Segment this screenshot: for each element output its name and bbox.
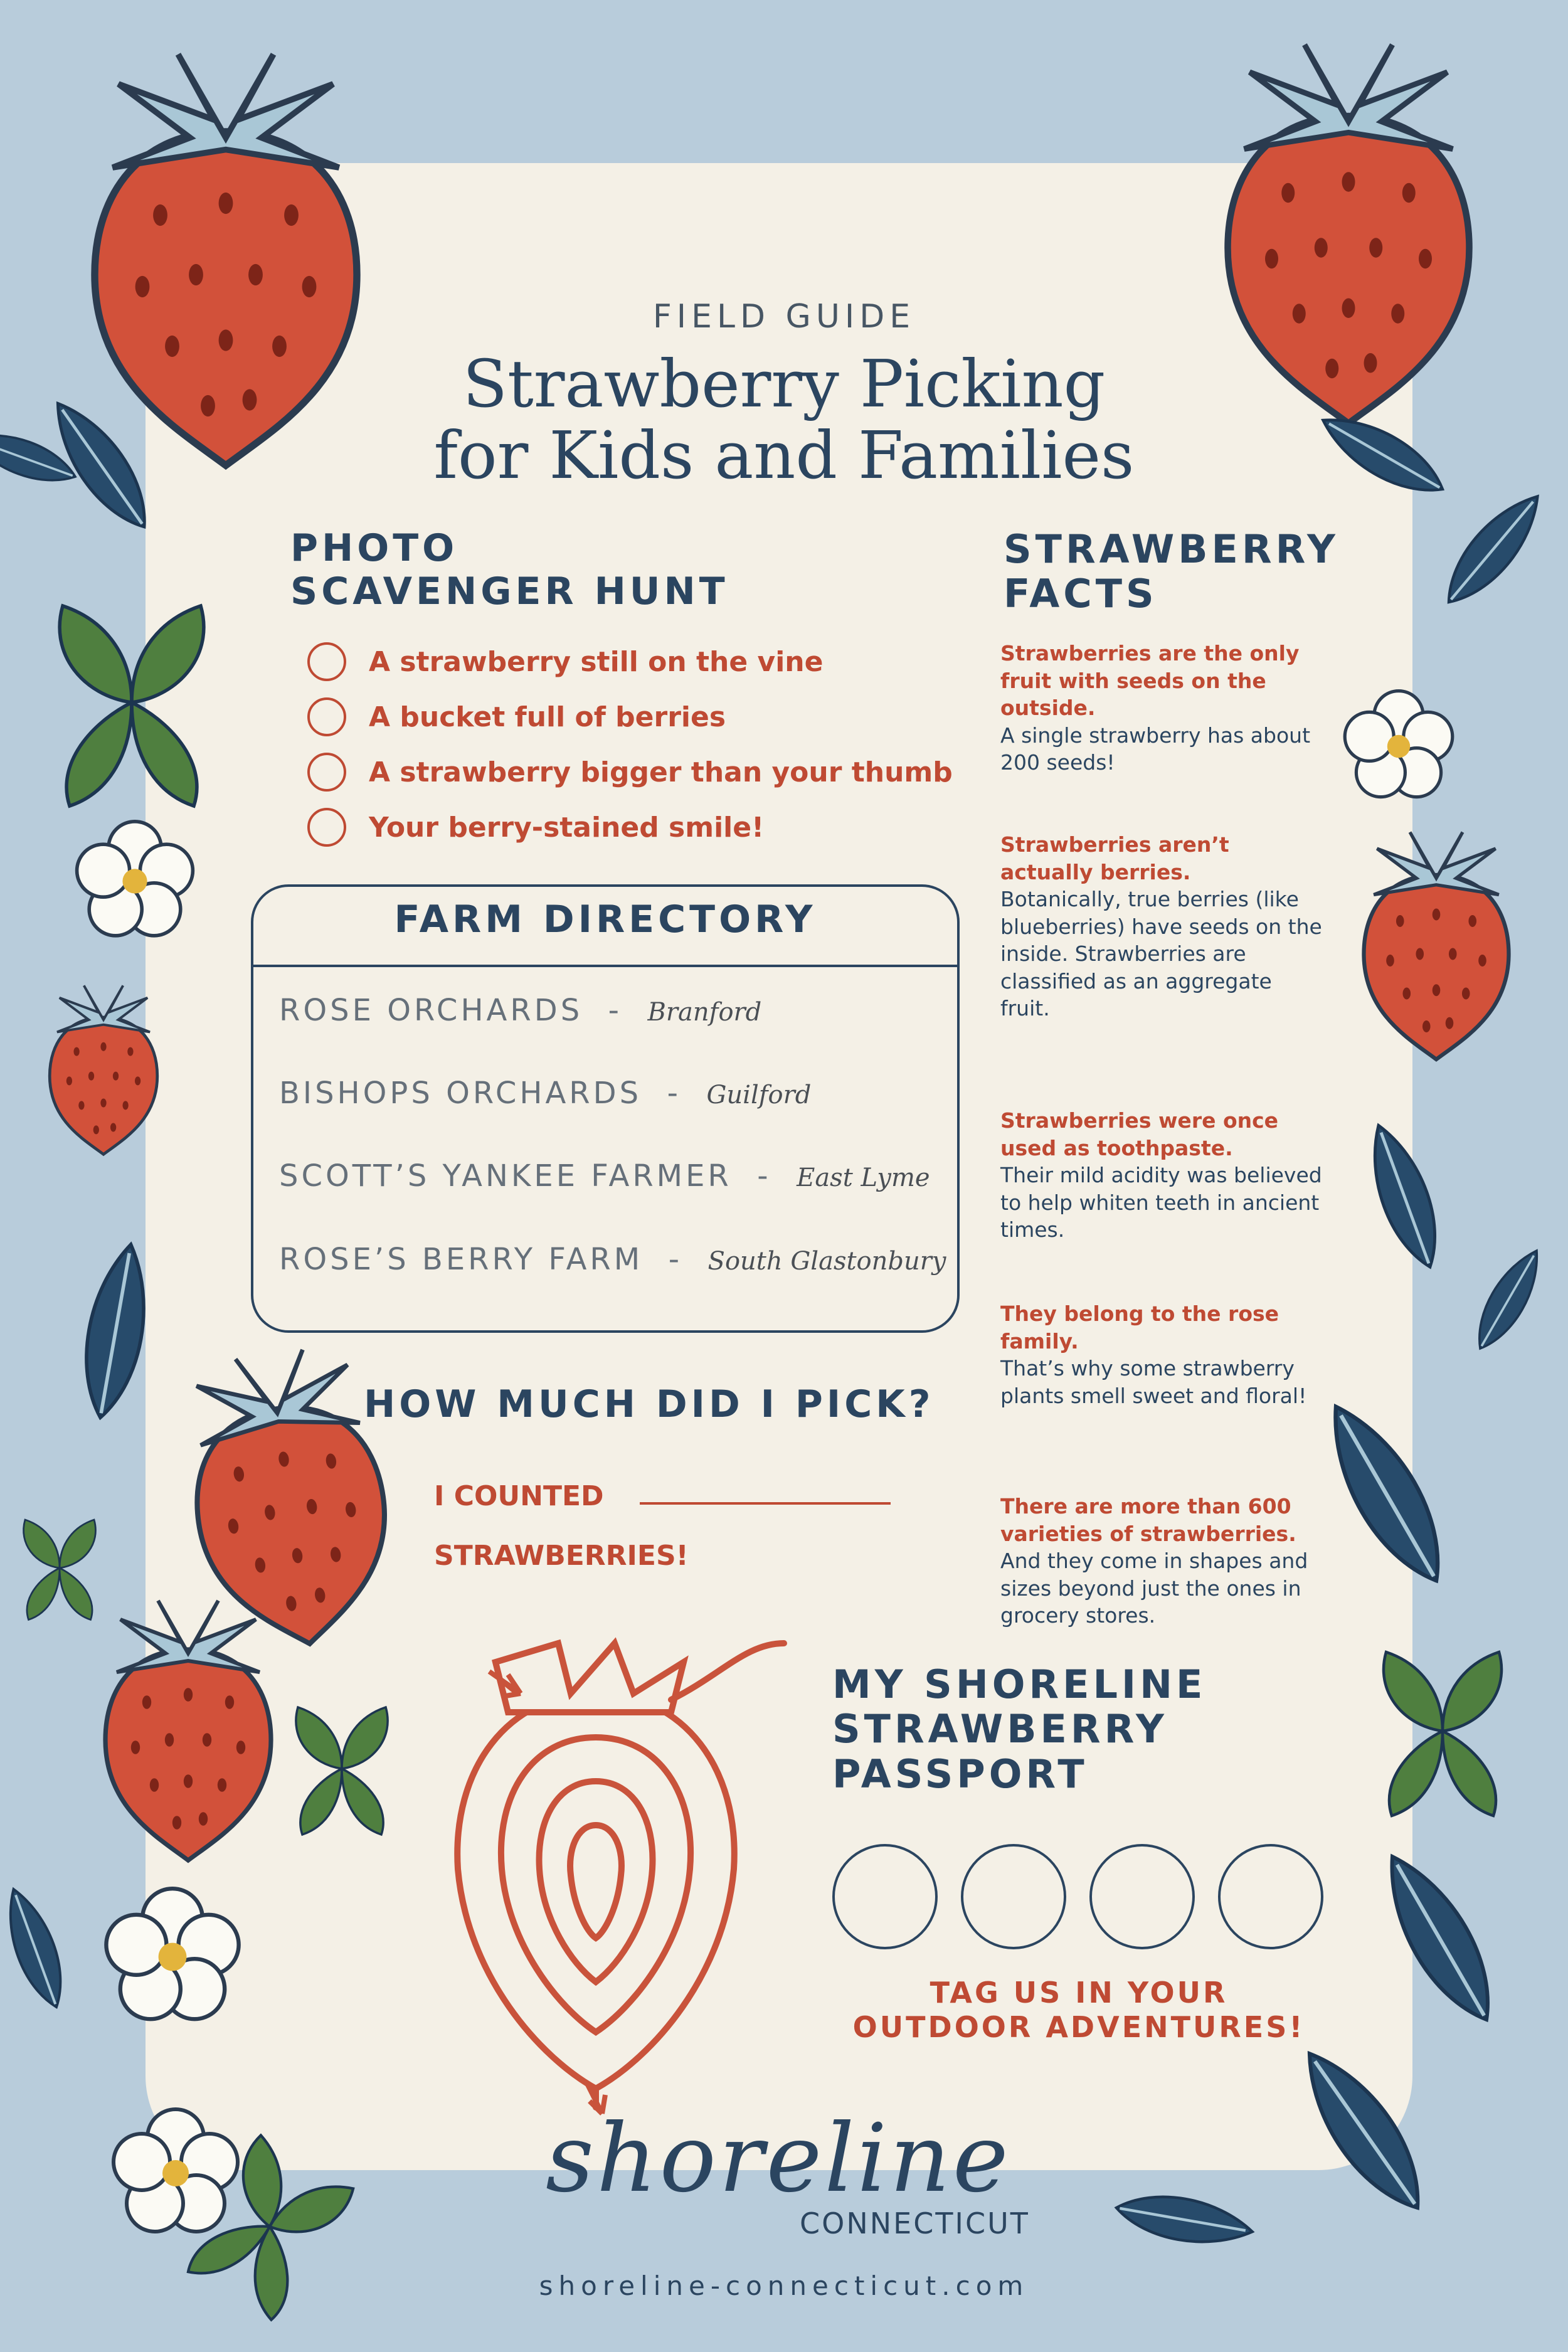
site-url[interactable]: shoreline-connecticut.com	[539, 2270, 1029, 2301]
separator: -	[757, 1158, 771, 1194]
passport-stamp[interactable]	[1089, 1844, 1195, 1949]
farm-name: BISHOPS ORCHARDS	[279, 1076, 642, 1111]
tag-line2: OUTDOOR ADVENTURES!	[852, 2010, 1305, 2045]
leaf-icon	[1113, 2188, 1256, 2252]
basil-icon	[1384, 1652, 1502, 1816]
leaf-icon	[1357, 1118, 1451, 1274]
pick-strawberries-label: STRAWBERRIES!	[434, 1540, 689, 1572]
fact-item	[1000, 831, 1327, 1022]
facts-title-line2: FACTS	[1004, 571, 1158, 617]
blossom-icon	[114, 2109, 238, 2232]
count-input-line[interactable]	[640, 1502, 891, 1505]
blossom-icon	[77, 822, 193, 936]
farm-entry	[279, 993, 761, 1028]
page-title	[0, 348, 1568, 492]
blossom-icon	[106, 1888, 238, 2019]
passport-title-line1: MY SHORELINE	[832, 1661, 1207, 1707]
farm-town: Branford	[647, 998, 762, 1027]
hunt-item-label: A strawberry still on the vine	[369, 645, 824, 678]
fact-heading: Strawberries were once used as toothpaste.	[1000, 1108, 1279, 1160]
passport-stamp[interactable]	[961, 1844, 1066, 1949]
fact-body: Botanically, true berries (like blueberries) have seeds on the inside. Strawberries are classified as an aggregate fruit.	[1000, 887, 1322, 1021]
fact-item	[1000, 1300, 1327, 1409]
directory-divider	[251, 965, 960, 967]
shoreline-logo: shoreline	[546, 2104, 1011, 2213]
leaf-icon	[1368, 1843, 1511, 2034]
leaf-icon	[75, 1240, 157, 1422]
farm-name: ROSE’S BERRY FARM	[279, 1242, 644, 1277]
hunt-item[interactable]	[307, 692, 726, 742]
basil-icon	[60, 606, 204, 806]
leaf-icon	[0, 1883, 74, 2013]
tag-us-text	[809, 1976, 1348, 2045]
farm-entry	[279, 1076, 811, 1111]
hunt-item[interactable]	[307, 802, 764, 852]
leaf-icon	[1466, 1242, 1552, 1357]
kicker: FIELD GUIDE	[652, 298, 916, 336]
fact-body: A single strawberry has about 200 seeds!	[1000, 723, 1311, 775]
checkbox[interactable]	[307, 642, 346, 681]
tag-line1: TAG US IN YOUR	[930, 1976, 1228, 2010]
passport-stamp[interactable]	[1218, 1844, 1323, 1949]
separator: -	[608, 993, 622, 1028]
farm-town: Guilford	[706, 1081, 812, 1110]
pick-title: HOW MUCH DID I PICK?	[364, 1382, 935, 1426]
hunt-item[interactable]	[307, 637, 823, 687]
pick-counted-label: I COUNTED	[434, 1480, 604, 1512]
fact-heading: They belong to the rose family.	[1000, 1301, 1279, 1353]
strawberry-icon	[105, 1601, 271, 1860]
checkbox[interactable]	[307, 697, 346, 736]
hunt-item-label: A bucket full of berries	[369, 701, 726, 733]
facts-title-line1: STRAWBERRY	[1004, 526, 1339, 572]
hunt-item-label: Your berry-stained smile!	[369, 811, 765, 844]
fact-heading: Strawberries are the only fruit with seeds on the outside.	[1000, 641, 1300, 721]
farm-town: East Lyme	[797, 1163, 930, 1192]
hunt-title	[290, 527, 729, 613]
separator: -	[667, 1076, 681, 1111]
farm-entry	[279, 1242, 946, 1277]
blossom-icon	[1345, 691, 1453, 797]
leaf-icon	[1433, 483, 1554, 615]
farm-entry	[279, 1158, 930, 1194]
fact-body: That’s why some strawberry plants smell sweet and floral!	[1000, 1356, 1307, 1408]
fact-item	[1000, 640, 1327, 776]
passport-title	[832, 1662, 1206, 1796]
fact-item	[1000, 1493, 1327, 1629]
fact-item	[1000, 1107, 1327, 1244]
maze-icon	[457, 1643, 784, 2107]
checkbox[interactable]	[307, 808, 346, 847]
fact-heading: There are more than 600 varieties of strawberries.	[1000, 1494, 1296, 1546]
strawberry-icon	[50, 985, 157, 1154]
strawberry-icon	[1364, 832, 1509, 1059]
directory-title: FARM DIRECTORY	[394, 898, 817, 941]
fact-heading: Strawberries aren’t actually berries.	[1000, 832, 1229, 884]
fact-body: And they come in shapes and sizes beyond just the ones in grocery stores.	[1000, 1549, 1308, 1628]
farm-town: South Glastonbury	[707, 1247, 946, 1276]
leaf-icon	[1286, 2037, 1441, 2223]
hunt-title-line1: PHOTO	[290, 526, 458, 570]
farm-name: SCOTT’S YANKEE FARMER	[279, 1158, 732, 1194]
separator: -	[668, 1242, 683, 1277]
farm-name: ROSE ORCHARDS	[279, 993, 583, 1028]
logo-subtitle: CONNECTICUT	[800, 2206, 1030, 2240]
hunt-title-line2: SCAVENGER HUNT	[290, 569, 729, 613]
passport-title-line2: STRAWBERRY	[832, 1706, 1168, 1752]
hunt-item-label: A strawberry bigger than your thumb	[369, 756, 953, 788]
page-title-line1: Strawberry Picking	[462, 346, 1106, 422]
checkbox[interactable]	[307, 753, 346, 792]
basil-icon	[24, 1520, 96, 1620]
page-title-line2: for Kids and Families	[433, 417, 1135, 494]
passport-stamp[interactable]	[832, 1844, 938, 1949]
leaf-icon	[1310, 1392, 1462, 1596]
basil-icon	[296, 1707, 388, 1835]
facts-title	[1004, 527, 1339, 617]
passport-title-line3: PASSPORT	[832, 1751, 1088, 1797]
hunt-item[interactable]	[307, 747, 953, 797]
fact-body: Their mild acidity was believed to help whiten teeth in ancient times.	[1000, 1163, 1322, 1242]
